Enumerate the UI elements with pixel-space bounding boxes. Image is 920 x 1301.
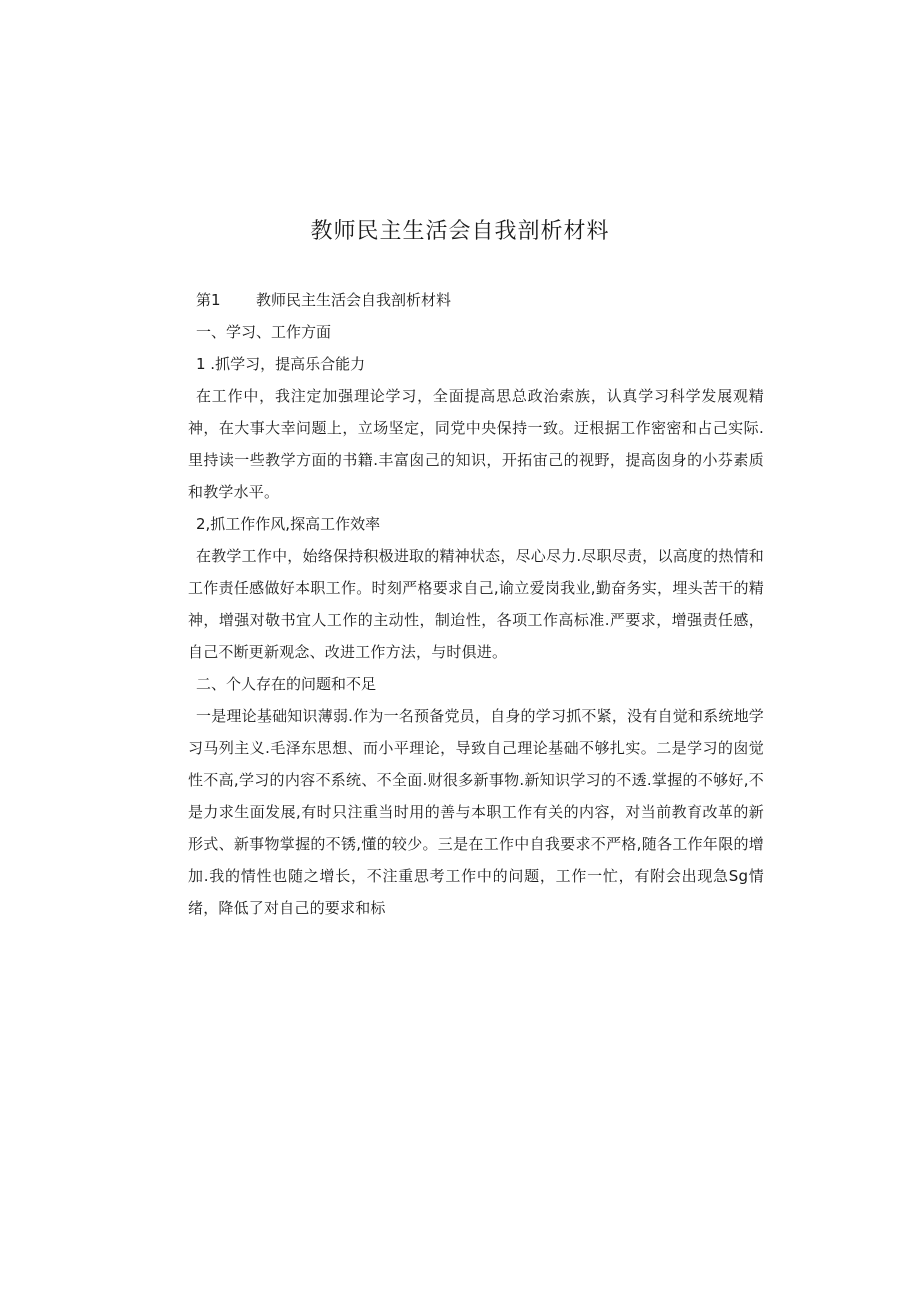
chapter-number: 第1: [196, 291, 221, 309]
section-heading-1: 一、学习、工作方面: [196, 323, 332, 341]
section-paragraph-2: 一是理论基础知识薄弱.作为一名预备党员，自身的学习抓不紧，没有自觉和系统地学习马列主义.毛泽东思想、而小平理论，导致自己理论基础不够扎实。二是学习的囱觉性不高,学习的内容不系统、不全面.财很多新事物.新知识学习的不透.掌握的不够好,不是力求生面发展,有时只注重当时用的善与本职工作有关的内容，对当前教育改革的新形式、新事物掌握的不锈,懂的较少。三是在工作中自我要求不严格,随各工作年限的增加.我的情性也随之增长，不注重思考工作中的问题，工作一忙，有附会出现急Sg情绪，降低了对自己的要求和标: [188, 707, 764, 917]
document-title: 教师民主生活会自我剖析材料: [310, 219, 610, 244]
document-body: [188, 284, 764, 924]
item-paragraph-1: 在工作中，我注定加强理论学习，全面提高思总政治索族，认真学习科学发展观精神，在大事大幸问题上，立场坚定，同党中央保持一致。迂根据工作密密和占己实际.里持读一些教学方面的书籍.丰富囱己的知识，开拓宙己的视野，提高囱身的小芬素质和教学水平。: [188, 387, 764, 501]
section-heading-2: 二、个人存在的问题和不足: [196, 675, 377, 693]
chapter-heading: 教师民主生活会自我剖析材料: [256, 291, 452, 309]
chapter-line: [188, 284, 764, 316]
item-heading-1: 1 .抓学习，提高乐合能力: [196, 355, 366, 373]
item-paragraph-2: 在教学工作中，始络保持积极进取的精神状态，尽心尽力.尽职尽责，以高度的热情和工作责任感做好本职工作。时刻严格要求自己,谕立爱岗我业,勤奋务实，埋头苦干的精神，增强对敬书宜人工作的主动性，制迨性，各项工作高标准.严要求，增强责任感，自己不断更新观念、改进工作方法，与时俱进。: [188, 547, 764, 661]
item-heading-2: 2,抓工作作风,探高工作效率: [196, 515, 381, 533]
